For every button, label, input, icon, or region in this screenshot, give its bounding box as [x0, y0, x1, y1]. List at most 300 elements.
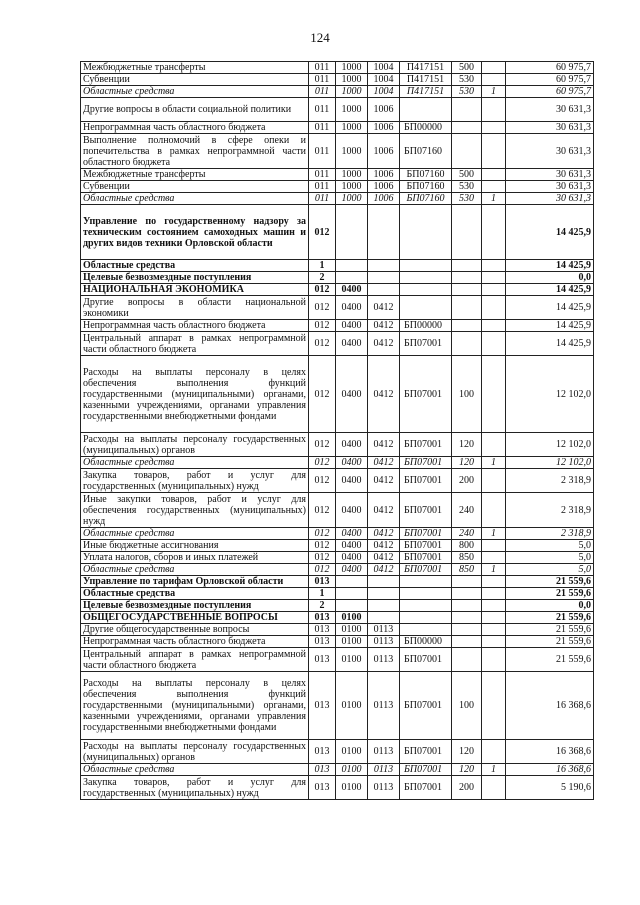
- table-row: [81, 648, 594, 672]
- row-target-article: БП07001: [400, 356, 452, 433]
- row-name: Выполнение полномочий в сфере опеки и попечительства в рамках непрограммной части областного бюджета: [81, 134, 309, 169]
- row-expense-type: [452, 320, 482, 332]
- row-section-code: 0100: [336, 648, 368, 672]
- row-section-code: 1000: [336, 122, 368, 134]
- row-amount: 21 559,6: [506, 636, 594, 648]
- row-expense-type: 120: [452, 740, 482, 764]
- table-row: [81, 457, 594, 469]
- row-adm-code: 013: [309, 776, 336, 800]
- row-amount: 0,0: [506, 272, 594, 284]
- row-source-code: [482, 134, 506, 169]
- row-target-article: БП07001: [400, 740, 452, 764]
- row-amount: 16 368,6: [506, 672, 594, 740]
- row-name: НАЦИОНАЛЬНАЯ ЭКОНОМИКА: [81, 284, 309, 296]
- row-target-article: [400, 600, 452, 612]
- row-expense-type: 120: [452, 433, 482, 457]
- row-source-code: 1: [482, 193, 506, 205]
- row-source-code: [482, 356, 506, 433]
- row-name: Закупка товаров, работ и услуг для государственных (муниципальных) нужд: [81, 776, 309, 800]
- row-expense-type: [452, 332, 482, 356]
- table-row: [81, 260, 594, 272]
- row-adm-code: 013: [309, 764, 336, 776]
- table-row: [81, 493, 594, 528]
- row-section-code: 1000: [336, 181, 368, 193]
- table-row: [81, 320, 594, 332]
- row-source-code: 1: [482, 457, 506, 469]
- row-source-code: 1: [482, 764, 506, 776]
- table-row: [81, 776, 594, 800]
- table-row: [81, 672, 594, 740]
- row-amount: 12 102,0: [506, 433, 594, 457]
- row-name: Другие вопросы в области национальной экономики: [81, 296, 309, 320]
- row-subsection-code: 1006: [368, 193, 400, 205]
- row-expense-type: [452, 134, 482, 169]
- row-amount: 14 425,9: [506, 284, 594, 296]
- row-section-code: 1000: [336, 74, 368, 86]
- row-name: Областные средства: [81, 260, 309, 272]
- table-row: [81, 98, 594, 122]
- row-expense-type: 850: [452, 552, 482, 564]
- row-section-code: 1000: [336, 98, 368, 122]
- row-subsection-code: 0113: [368, 740, 400, 764]
- row-adm-code: 013: [309, 740, 336, 764]
- row-expense-type: 120: [452, 457, 482, 469]
- table-row: [81, 169, 594, 181]
- row-amount: 12 102,0: [506, 457, 594, 469]
- row-subsection-code: 0412: [368, 540, 400, 552]
- row-name: Областные средства: [81, 193, 309, 205]
- row-source-code: [482, 98, 506, 122]
- row-expense-type: [452, 284, 482, 296]
- row-section-code: 0400: [336, 540, 368, 552]
- row-name: Расходы на выплаты персоналу государственных (муниципальных) органов: [81, 433, 309, 457]
- row-expense-type: 240: [452, 528, 482, 540]
- row-amount: 14 425,9: [506, 260, 594, 272]
- row-amount: 21 559,6: [506, 588, 594, 600]
- row-target-article: БП07160: [400, 193, 452, 205]
- row-adm-code: 013: [309, 672, 336, 740]
- row-adm-code: 011: [309, 122, 336, 134]
- table-row: [81, 540, 594, 552]
- row-source-code: [482, 284, 506, 296]
- row-target-article: [400, 624, 452, 636]
- row-target-article: [400, 272, 452, 284]
- row-target-article: БП07001: [400, 648, 452, 672]
- row-target-article: БП07160: [400, 134, 452, 169]
- row-name: Уплата налогов, сборов и иных платежей: [81, 552, 309, 564]
- row-section-code: 0400: [336, 356, 368, 433]
- row-adm-code: 012: [309, 457, 336, 469]
- row-section-code: [336, 272, 368, 284]
- row-expense-type: [452, 612, 482, 624]
- row-source-code: [482, 122, 506, 134]
- row-adm-code: 013: [309, 624, 336, 636]
- row-section-code: 0400: [336, 332, 368, 356]
- row-source-code: [482, 540, 506, 552]
- row-name: Центральный аппарат в рамках непрограммной части областного бюджета: [81, 332, 309, 356]
- row-adm-code: 2: [309, 600, 336, 612]
- row-amount: 21 559,6: [506, 576, 594, 588]
- row-name: Межбюджетные трансферты: [81, 169, 309, 181]
- row-subsection-code: 0412: [368, 469, 400, 493]
- row-subsection-code: 0113: [368, 672, 400, 740]
- row-amount: 60 975,7: [506, 86, 594, 98]
- row-expense-type: 530: [452, 193, 482, 205]
- table-row: [81, 62, 594, 74]
- row-expense-type: [452, 272, 482, 284]
- table-row: [81, 296, 594, 320]
- row-adm-code: 012: [309, 205, 336, 260]
- row-source-code: [482, 600, 506, 612]
- row-source-code: [482, 576, 506, 588]
- row-target-article: БП07001: [400, 564, 452, 576]
- row-target-article: [400, 612, 452, 624]
- row-section-code: 0400: [336, 493, 368, 528]
- row-target-article: [400, 284, 452, 296]
- row-source-code: [482, 272, 506, 284]
- row-amount: 21 559,6: [506, 612, 594, 624]
- row-section-code: 0400: [336, 552, 368, 564]
- row-subsection-code: [368, 600, 400, 612]
- row-name: Областные средства: [81, 86, 309, 98]
- row-adm-code: 013: [309, 636, 336, 648]
- row-amount: 30 631,3: [506, 98, 594, 122]
- row-target-article: П417151: [400, 74, 452, 86]
- row-target-article: БП00000: [400, 636, 452, 648]
- row-target-article: БП07001: [400, 433, 452, 457]
- row-amount: 14 425,9: [506, 332, 594, 356]
- table-row: [81, 433, 594, 457]
- row-amount: 12 102,0: [506, 356, 594, 433]
- row-adm-code: 012: [309, 296, 336, 320]
- row-name: Межбюджетные трансферты: [81, 62, 309, 74]
- row-name: Иные бюджетные ассигнования: [81, 540, 309, 552]
- row-subsection-code: 0412: [368, 457, 400, 469]
- row-expense-type: [452, 636, 482, 648]
- table-row: [81, 469, 594, 493]
- row-name: Областные средства: [81, 588, 309, 600]
- row-target-article: [400, 296, 452, 320]
- row-name: Областные средства: [81, 564, 309, 576]
- row-section-code: 0400: [336, 284, 368, 296]
- row-amount: 30 631,3: [506, 181, 594, 193]
- row-section-code: 1000: [336, 169, 368, 181]
- table-row: [81, 356, 594, 433]
- row-expense-type: [452, 648, 482, 672]
- row-adm-code: 012: [309, 320, 336, 332]
- row-source-code: [482, 636, 506, 648]
- row-subsection-code: 1006: [368, 122, 400, 134]
- row-expense-type: [452, 600, 482, 612]
- table-row: [81, 193, 594, 205]
- row-amount: 16 368,6: [506, 764, 594, 776]
- row-name: Целевые безвозмездные поступления: [81, 272, 309, 284]
- row-section-code: 0400: [336, 433, 368, 457]
- row-target-article: [400, 588, 452, 600]
- row-subsection-code: [368, 272, 400, 284]
- row-amount: 30 631,3: [506, 122, 594, 134]
- row-target-article: БП00000: [400, 122, 452, 134]
- row-subsection-code: 0412: [368, 552, 400, 564]
- row-adm-code: 012: [309, 564, 336, 576]
- row-source-code: [482, 612, 506, 624]
- row-adm-code: 012: [309, 540, 336, 552]
- row-expense-type: 100: [452, 356, 482, 433]
- table-row: [81, 272, 594, 284]
- row-target-article: БП07001: [400, 540, 452, 552]
- row-target-article: БП07001: [400, 552, 452, 564]
- row-adm-code: 011: [309, 193, 336, 205]
- table-row: [81, 205, 594, 260]
- row-target-article: БП07001: [400, 672, 452, 740]
- row-adm-code: 012: [309, 356, 336, 433]
- row-name: Закупка товаров, работ и услуг для государственных (муниципальных) нужд: [81, 469, 309, 493]
- row-target-article: [400, 260, 452, 272]
- row-subsection-code: 1004: [368, 86, 400, 98]
- row-expense-type: 120: [452, 764, 482, 776]
- row-name: Расходы на выплаты персоналу государственных (муниципальных) органов: [81, 740, 309, 764]
- row-adm-code: 1: [309, 588, 336, 600]
- row-source-code: [482, 260, 506, 272]
- table-row: [81, 600, 594, 612]
- row-name: Центральный аппарат в рамках непрограммной части областного бюджета: [81, 648, 309, 672]
- row-source-code: [482, 169, 506, 181]
- row-amount: 30 631,3: [506, 134, 594, 169]
- row-target-article: БП00000: [400, 320, 452, 332]
- row-amount: 21 559,6: [506, 648, 594, 672]
- row-expense-type: 500: [452, 169, 482, 181]
- row-section-code: 0100: [336, 672, 368, 740]
- row-name: Непрограммная часть областного бюджета: [81, 636, 309, 648]
- budget-table: [80, 61, 594, 800]
- row-subsection-code: 0113: [368, 636, 400, 648]
- row-amount: 5,0: [506, 552, 594, 564]
- table-row: [81, 122, 594, 134]
- row-source-code: [482, 588, 506, 600]
- table-row: [81, 764, 594, 776]
- row-section-code: 0100: [336, 612, 368, 624]
- row-name: Целевые безвозмездные поступления: [81, 600, 309, 612]
- row-section-code: 0100: [336, 636, 368, 648]
- row-expense-type: 850: [452, 564, 482, 576]
- row-adm-code: 011: [309, 169, 336, 181]
- row-subsection-code: [368, 612, 400, 624]
- row-name: Расходы на выплаты персоналу в целях обеспечения выполнения функций государственными (муниципальными) органами, казенными учреждениями, органами управления государственными внебюджетными фондами: [81, 356, 309, 433]
- row-amount: 30 631,3: [506, 193, 594, 205]
- table-row: [81, 86, 594, 98]
- row-section-code: [336, 260, 368, 272]
- table-row: [81, 528, 594, 540]
- row-target-article: БП07001: [400, 469, 452, 493]
- row-expense-type: [452, 588, 482, 600]
- row-adm-code: 1: [309, 260, 336, 272]
- row-amount: 5,0: [506, 564, 594, 576]
- row-section-code: 0100: [336, 764, 368, 776]
- row-name: Областные средства: [81, 528, 309, 540]
- row-subsection-code: 0113: [368, 624, 400, 636]
- row-subsection-code: 1006: [368, 181, 400, 193]
- row-subsection-code: 0113: [368, 764, 400, 776]
- row-source-code: 1: [482, 564, 506, 576]
- table-row: [81, 576, 594, 588]
- row-expense-type: [452, 122, 482, 134]
- row-name: Непрограммная часть областного бюджета: [81, 122, 309, 134]
- table-row: [81, 74, 594, 86]
- row-source-code: [482, 648, 506, 672]
- row-expense-type: 200: [452, 469, 482, 493]
- table-row: [81, 134, 594, 169]
- row-adm-code: 012: [309, 552, 336, 564]
- row-name: Областные средства: [81, 457, 309, 469]
- row-adm-code: 011: [309, 62, 336, 74]
- row-section-code: [336, 588, 368, 600]
- row-subsection-code: 0412: [368, 493, 400, 528]
- row-amount: 2 318,9: [506, 469, 594, 493]
- row-source-code: [482, 205, 506, 260]
- row-expense-type: [452, 624, 482, 636]
- row-amount: 14 425,9: [506, 296, 594, 320]
- page-number: 124: [310, 30, 330, 45]
- row-source-code: [482, 672, 506, 740]
- row-target-article: [400, 98, 452, 122]
- row-source-code: [482, 624, 506, 636]
- row-name: Управление по тарифам Орловской области: [81, 576, 309, 588]
- row-source-code: [482, 181, 506, 193]
- row-subsection-code: 0412: [368, 356, 400, 433]
- row-expense-type: [452, 205, 482, 260]
- row-section-code: 0400: [336, 296, 368, 320]
- row-source-code: [482, 296, 506, 320]
- row-subsection-code: 0113: [368, 776, 400, 800]
- row-expense-type: 100: [452, 672, 482, 740]
- row-adm-code: 011: [309, 86, 336, 98]
- row-target-article: БП07001: [400, 457, 452, 469]
- row-subsection-code: 1004: [368, 62, 400, 74]
- table-row: [81, 564, 594, 576]
- row-target-article: [400, 205, 452, 260]
- row-adm-code: 2: [309, 272, 336, 284]
- row-amount: 21 559,6: [506, 624, 594, 636]
- row-expense-type: [452, 576, 482, 588]
- row-source-code: [482, 469, 506, 493]
- row-target-article: БП07001: [400, 764, 452, 776]
- row-section-code: 0100: [336, 776, 368, 800]
- row-subsection-code: 1004: [368, 74, 400, 86]
- row-target-article: БП07160: [400, 181, 452, 193]
- table-row: [81, 624, 594, 636]
- row-source-code: [482, 332, 506, 356]
- row-source-code: [482, 776, 506, 800]
- row-section-code: 1000: [336, 134, 368, 169]
- row-section-code: 0400: [336, 469, 368, 493]
- row-adm-code: 011: [309, 181, 336, 193]
- row-name: ОБЩЕГОСУДАРСТВЕННЫЕ ВОПРОСЫ: [81, 612, 309, 624]
- row-name: Непрограммная часть областного бюджета: [81, 320, 309, 332]
- row-subsection-code: 0412: [368, 320, 400, 332]
- row-expense-type: 530: [452, 74, 482, 86]
- row-source-code: [482, 320, 506, 332]
- row-section-code: 0400: [336, 320, 368, 332]
- row-target-article: [400, 576, 452, 588]
- row-section-code: 0400: [336, 564, 368, 576]
- row-target-article: П417151: [400, 86, 452, 98]
- row-section-code: 0400: [336, 528, 368, 540]
- row-amount: 30 631,3: [506, 169, 594, 181]
- row-amount: 60 975,7: [506, 74, 594, 86]
- row-name: Иные закупки товаров, работ и услуг для обеспечения государственных (муниципальных) нужд: [81, 493, 309, 528]
- row-source-code: 1: [482, 528, 506, 540]
- row-target-article: БП07001: [400, 332, 452, 356]
- row-source-code: 1: [482, 86, 506, 98]
- row-adm-code: 013: [309, 612, 336, 624]
- row-expense-type: 500: [452, 62, 482, 74]
- row-subsection-code: 0113: [368, 648, 400, 672]
- row-subsection-code: 0412: [368, 528, 400, 540]
- row-name: Управление по государственному надзору за техническим состоянием самоходных машин и других видов техники Орловской области: [81, 205, 309, 260]
- row-target-article: БП07001: [400, 493, 452, 528]
- row-adm-code: 011: [309, 98, 336, 122]
- row-source-code: [482, 433, 506, 457]
- row-name: Другие общегосударственные вопросы: [81, 624, 309, 636]
- row-adm-code: 012: [309, 332, 336, 356]
- row-section-code: [336, 576, 368, 588]
- row-expense-type: [452, 98, 482, 122]
- row-expense-type: [452, 260, 482, 272]
- table-row: [81, 740, 594, 764]
- row-subsection-code: 0412: [368, 433, 400, 457]
- table-row: [81, 636, 594, 648]
- table-row: [81, 284, 594, 296]
- row-adm-code: 012: [309, 493, 336, 528]
- row-subsection-code: 1006: [368, 98, 400, 122]
- row-adm-code: 012: [309, 433, 336, 457]
- row-amount: 0,0: [506, 600, 594, 612]
- row-section-code: 0100: [336, 624, 368, 636]
- row-section-code: 0400: [336, 457, 368, 469]
- table-row: [81, 181, 594, 193]
- row-subsection-code: 0412: [368, 296, 400, 320]
- row-expense-type: 200: [452, 776, 482, 800]
- row-amount: 16 368,6: [506, 740, 594, 764]
- row-section-code: 1000: [336, 193, 368, 205]
- row-amount: 14 425,9: [506, 205, 594, 260]
- row-section-code: [336, 205, 368, 260]
- row-adm-code: 012: [309, 284, 336, 296]
- row-name: Субвенции: [81, 181, 309, 193]
- table-row: [81, 552, 594, 564]
- table-row: [81, 332, 594, 356]
- row-section-code: 1000: [336, 62, 368, 74]
- row-expense-type: 240: [452, 493, 482, 528]
- row-source-code: [482, 493, 506, 528]
- row-subsection-code: [368, 588, 400, 600]
- row-source-code: [482, 74, 506, 86]
- row-adm-code: 013: [309, 576, 336, 588]
- row-expense-type: [452, 296, 482, 320]
- table-row: [81, 588, 594, 600]
- row-amount: 60 975,7: [506, 62, 594, 74]
- row-adm-code: 012: [309, 469, 336, 493]
- row-expense-type: 530: [452, 86, 482, 98]
- row-subsection-code: 0412: [368, 564, 400, 576]
- row-subsection-code: [368, 576, 400, 588]
- row-name: Другие вопросы в области социальной политики: [81, 98, 309, 122]
- row-adm-code: 012: [309, 528, 336, 540]
- row-subsection-code: [368, 284, 400, 296]
- table-row: [81, 612, 594, 624]
- row-source-code: [482, 62, 506, 74]
- row-source-code: [482, 740, 506, 764]
